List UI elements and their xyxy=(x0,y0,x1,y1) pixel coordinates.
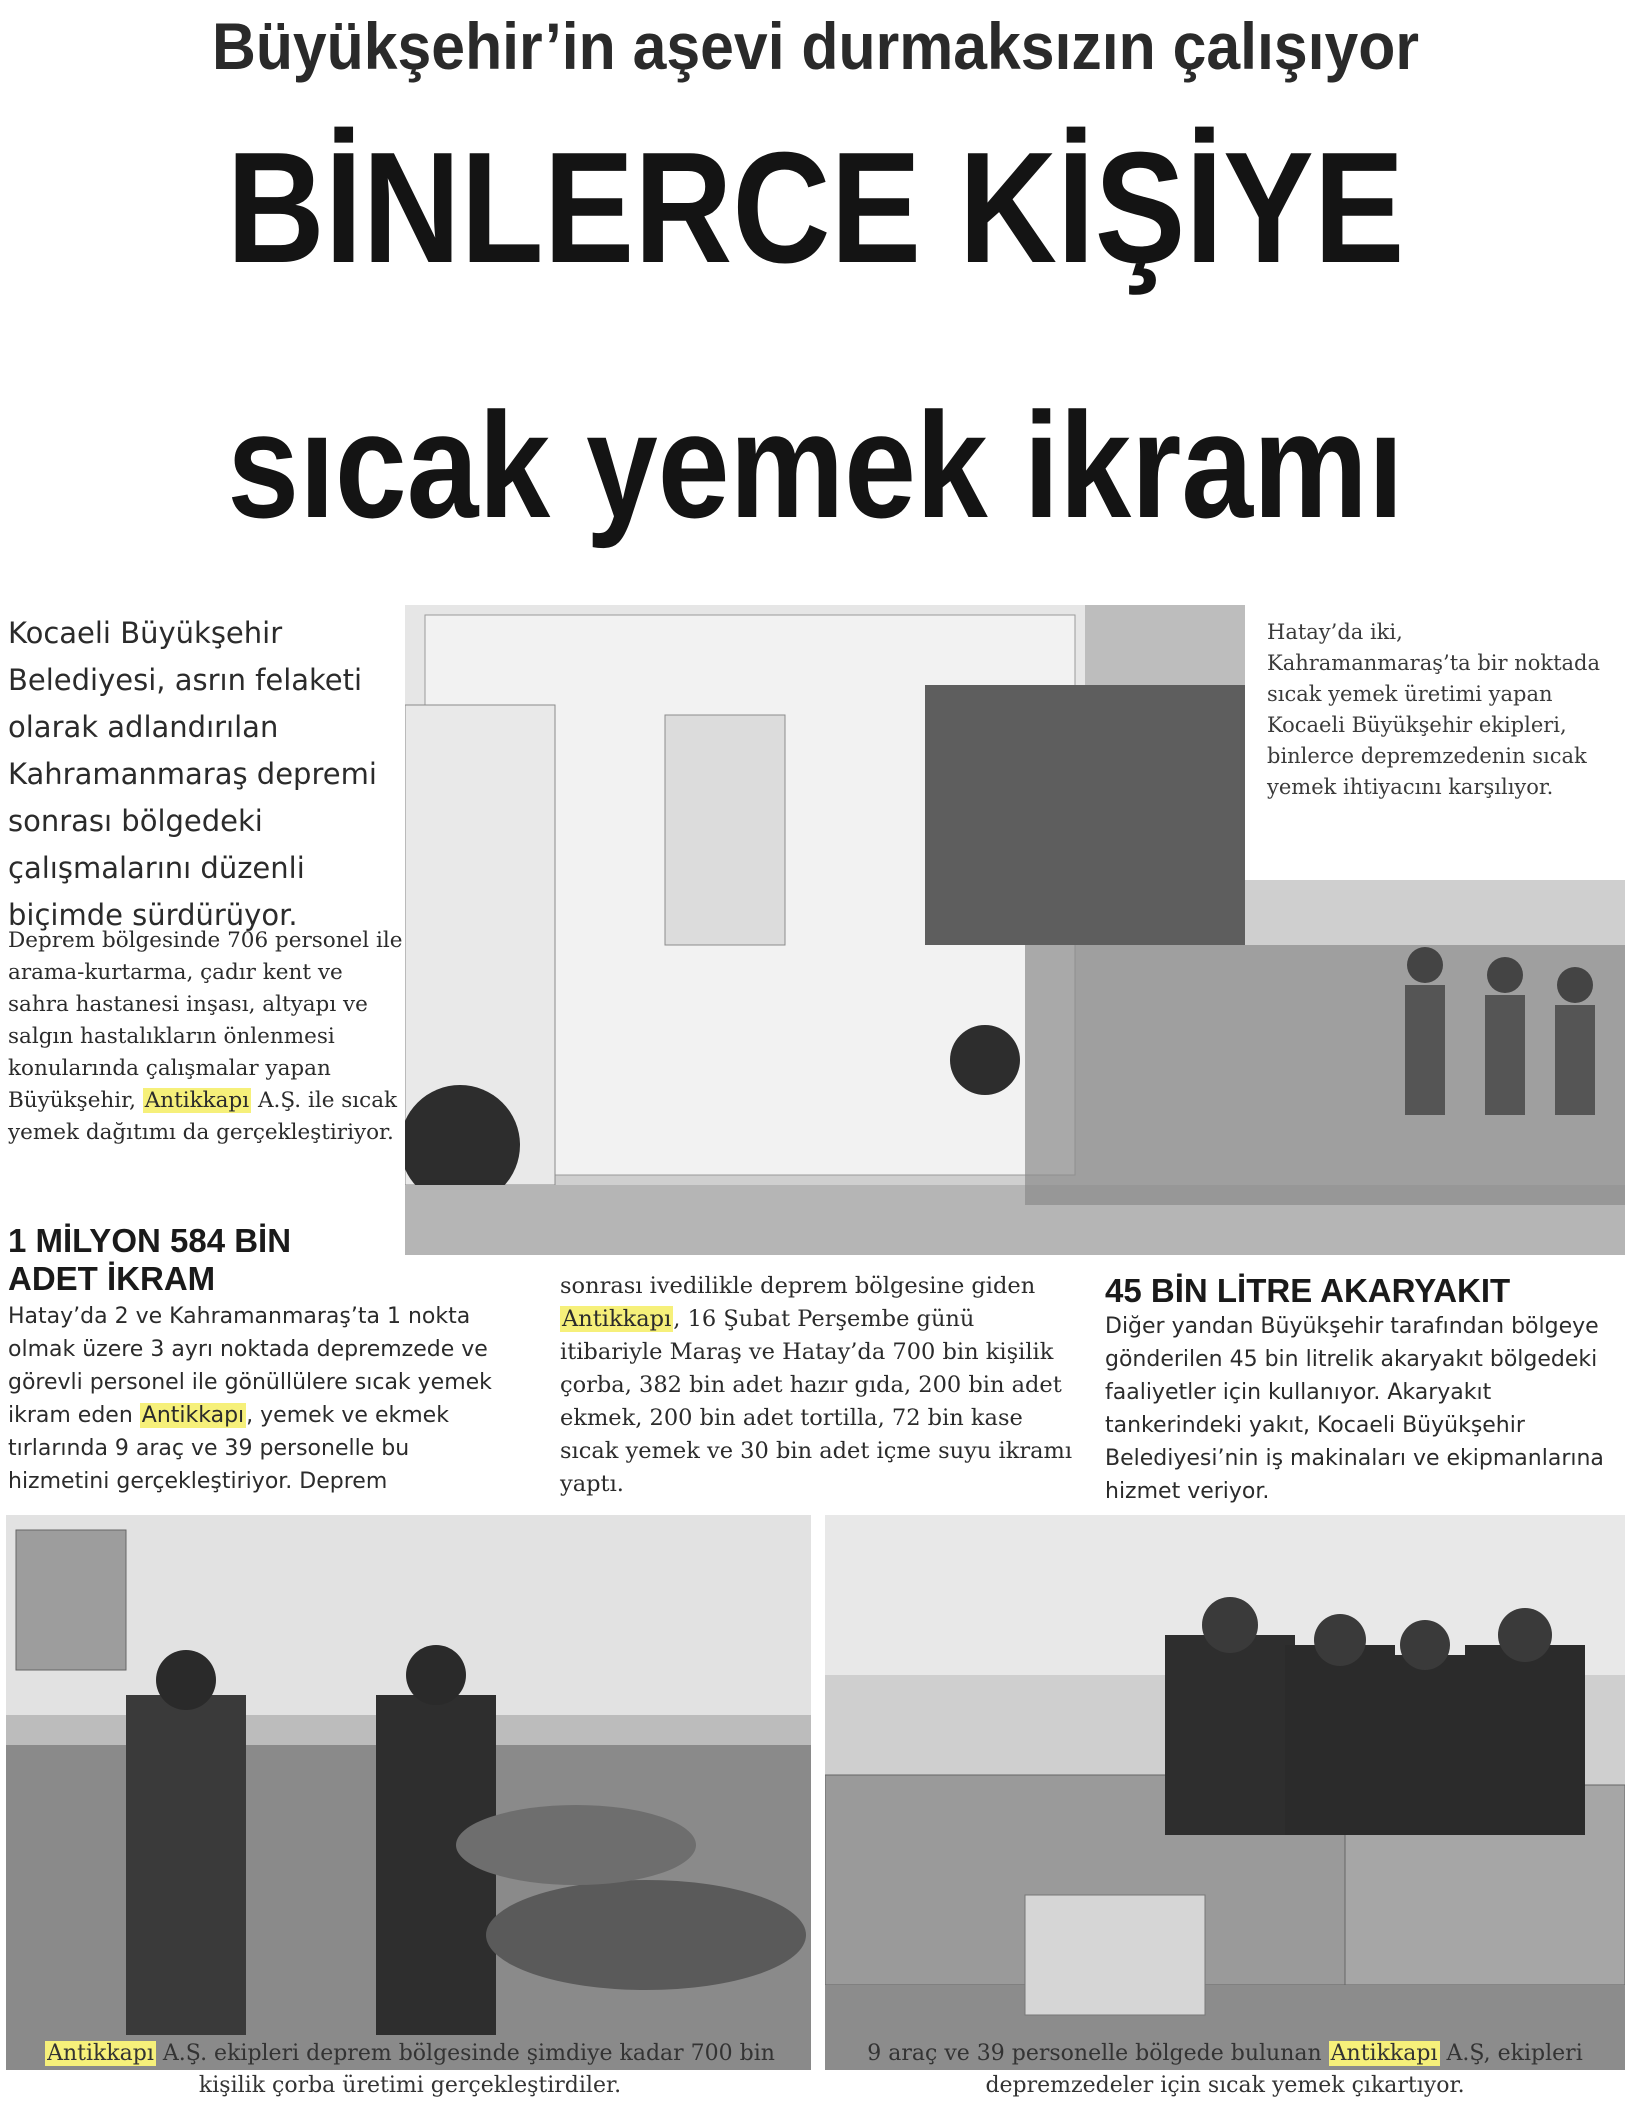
lead-paragraph: Kocaeli Büyükşehir Belediyesi, asrın felaketi olarak adlandırılan Kahramanmaraş depremi sonrası bölgedeki çalışmalarını düzenli biçimde sürdürüyor. xyxy=(8,616,377,932)
kicker-headline: Büyükşehir’in aşevi durmaksızın çalışıyor xyxy=(211,9,1420,83)
photo-caption-right: 9 araç ve 39 personelle bölgede bulunan Antikkapı A.Ş, ekipleri depremzedeler için sıcak yemek çıkartıyor. xyxy=(867,2041,1583,2098)
main-headline-line2: sıcak yemek ikramı xyxy=(227,381,1404,549)
section2-paragraph: Diğer yandan Büyükşehir tarafından bölgeye gönderilen 45 bin litrelik akaryakıt bölgedeki faaliyetler için kullanıyor. Akaryakıt tankerindeki yakıt, Kocaeli Büyükşehir Belediyesi’nin iş makinaları ve ekipmanlarına hizmet veriyor. xyxy=(1105,1314,1604,1504)
kitchen-right-illustration xyxy=(825,1515,1625,2070)
brand-highlight: Antikkapı xyxy=(144,1088,250,1113)
kitchen-left-illustration xyxy=(6,1515,811,2070)
kitchen-photo-left xyxy=(6,1515,811,2070)
intro-paragraph: Deprem bölgesinde 706 personel ile arama-kurtarma, çadır kent ve sahra hastanesi inşası, altyapı ve salgın hastalıkların önlenmesi konularında çalışmalar yapan Büyükşehir, Antikkapı A.Ş. ile sıcak yemek dağıtımı da gerçekleştiriyor. xyxy=(8,928,403,1145)
brand-highlight: Antikkapı xyxy=(562,1306,672,1332)
photo-caption-top: Hatay’da iki, Kahramanmaraş’ta bir noktada sıcak yemek üretimi yapan Kocaeli Büyükşehir ekipleri, binlerce depremzedenin sıcak yemek ihtiyacını karşılıyor. xyxy=(1267,620,1601,799)
photo-caption-box xyxy=(1245,605,1625,880)
brand-highlight: Antikkapı xyxy=(141,1403,245,1428)
food-truck-photo xyxy=(405,605,1625,1255)
section-heading-akaryakit: 45 BİN LİTRE AKARYAKIT xyxy=(1105,1272,1511,1309)
brand-highlight: Antikkapı xyxy=(1330,2041,1438,2066)
section-heading-ikram: 1 MİLYON 584 BİN ADET İKRAM xyxy=(8,1222,292,1297)
section1-paragraph-col1: Hatay’da 2 ve Kahramanmaraş’ta 1 nokta olmak üzere 3 ayrı noktada depremzede ve görevli personel ile gönüllülere sıcak yemek ikram eden Antikkapı, yemek ve ekmek tırlarında 9 araç ve 39 personelle bu hizmetini gerçekleştiriyor. Deprem xyxy=(8,1304,492,1494)
photo-caption-left: Antikkapı A.Ş. ekipleri deprem bölgesinde şimdiye kadar 700 bin kişilik çorba üretimi gerçekleştirdiler. xyxy=(47,2041,775,2098)
brand-highlight: Antikkapı xyxy=(47,2041,154,2066)
section1-paragraph-col2: sonrası ivedilikle deprem bölgesine giden Antikkapı, 16 Şubat Perşembe günü itibariyle Maraş ve Hatay’da 700 bin kişilik çorba, 382 bin adet hazır gıda, 200 bin adet ekmek, 200 bin adet tortilla, 72 bin kase sıcak yemek ve 30 bin adet içme suyu ikramı yaptı. xyxy=(560,1273,1073,1497)
kitchen-photo-right xyxy=(825,1515,1625,2070)
main-headline-line1: BİNLERCE KİŞİYE xyxy=(226,120,1405,296)
